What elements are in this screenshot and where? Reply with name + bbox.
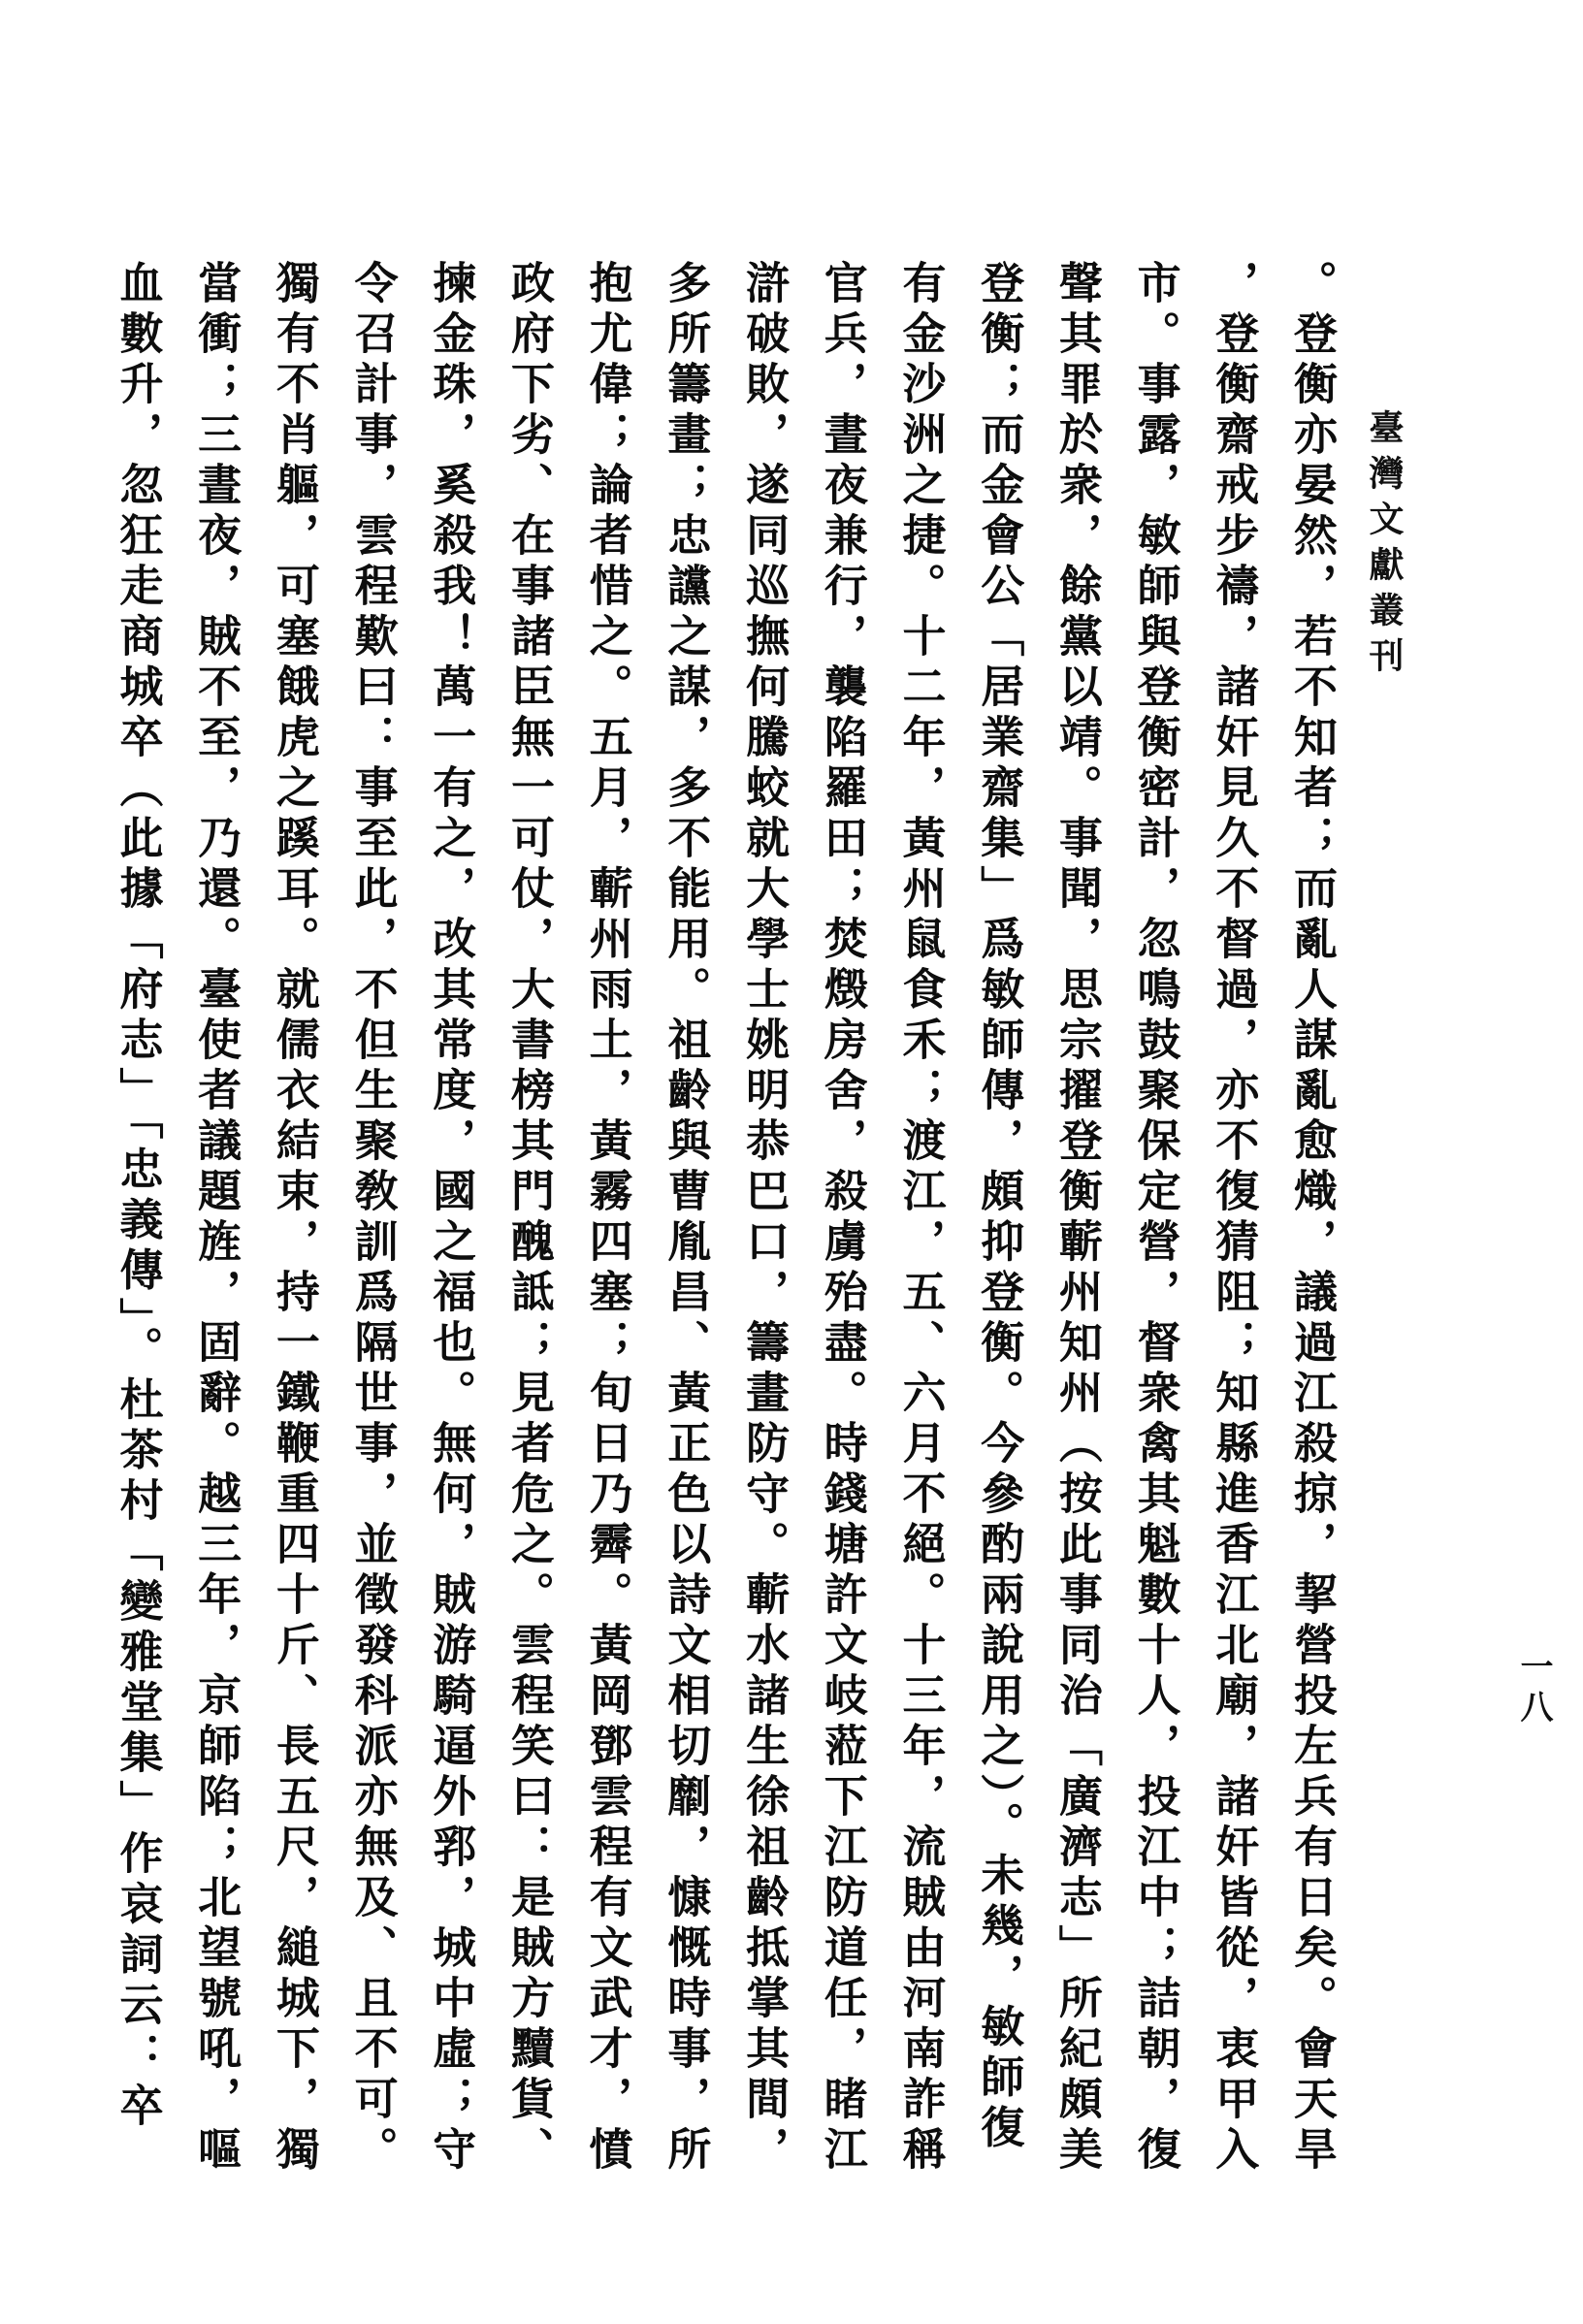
text-column-12: 揀金珠，奚殺我！萬一有之，改其常度，國之福也。無何，賊游騎逼外郛，城中虛；守 bbox=[426, 260, 475, 2177]
text-column-16: 血數升，忽狂走商城卒（此據「府志」「忠義傳」。杜茶村「變雅堂集」作哀詞云：卒 bbox=[113, 260, 162, 2133]
text-column-8: 滸破敗，遂同巡撫何騰蛟就大學士姚明恭巴口，籌畫防守。蘄水諸生徐祖齡抵掌其間， bbox=[739, 260, 789, 2177]
text-column-11: 政府下劣、在事諸臣無一可仗，大書榜其門醜詆；見者危之。雲程笑曰：是賊方黷貨、 bbox=[503, 260, 553, 2177]
text-column-3: 市。事露，敏師與登衡密計，忽鳴鼓聚保定營，督衆禽其魁數十人，投江中；詰朝，復 bbox=[1130, 260, 1179, 2177]
page-number: 一八 bbox=[1515, 1649, 1551, 1730]
text-column-9: 多所籌畫；忠讜之謀，多不能用。祖齡與曹胤昌、黃正色以詩文相切劘，慷慨時事，所 bbox=[661, 260, 710, 2177]
text-column-5: 登衡；而金會公「居業齋集」爲敏師傳，頗抑登衡。今參酌兩說用之）。未幾，敏師復 bbox=[974, 260, 1023, 2155]
text-column-14: 獨有不肖軀，可塞餓虎之蹊耳。就儒衣結束，持一鐵鞭重四十斤、長五尺，縋城下，獨 bbox=[269, 260, 318, 2177]
text-column-7: 官兵，晝夜兼行，襲陷羅田；焚燬房舍，殺虜殆盡。時錢塘許文岐蒞下江防道任，睹江 bbox=[817, 260, 866, 2177]
text-column-2: ，登衡齋戒步禱，諸奸見久不督過，亦不復猜阻；知縣進香江北廟，諸奸皆從，衷甲入 bbox=[1209, 260, 1258, 2177]
text-block bbox=[97, 260, 1350, 2177]
text-column-10: 抱尤偉；論者惜之。五月，蘄州雨土，黃霧四塞；旬日乃霽。黃岡鄧雲程有文武才，憤 bbox=[582, 260, 631, 2177]
text-column-4: 聲其罪於衆，餘黨以靖。事聞，思宗擢登衡蘄州知州（按此事同治「廣濟志」所紀頗美 bbox=[1051, 260, 1101, 2177]
text-column-13: 令召計事，雲程歎曰：事至此，不但生聚敎訓爲隔世事，並徵發科派亦無及、且不可。 bbox=[347, 260, 397, 2177]
text-column-15: 當衝；三晝夜，賊不至，乃還。臺使者議題旌，固辭。越三年，京師陷；北望號吼，嘔 bbox=[191, 260, 241, 2177]
text-column-1: 。登衡亦晏然，若不知者；而亂人謀亂愈熾，議過江殺掠，挈營投左兵有日矣。會天旱 bbox=[1287, 260, 1336, 2177]
series-title-label: 臺灣文獻叢刊 bbox=[1365, 409, 1404, 683]
text-column-6: 有金沙洲之捷。十二年，黃州鼠食禾；渡江，五、六月不絕。十三年，流賊由河南詐稱 bbox=[895, 260, 945, 2177]
